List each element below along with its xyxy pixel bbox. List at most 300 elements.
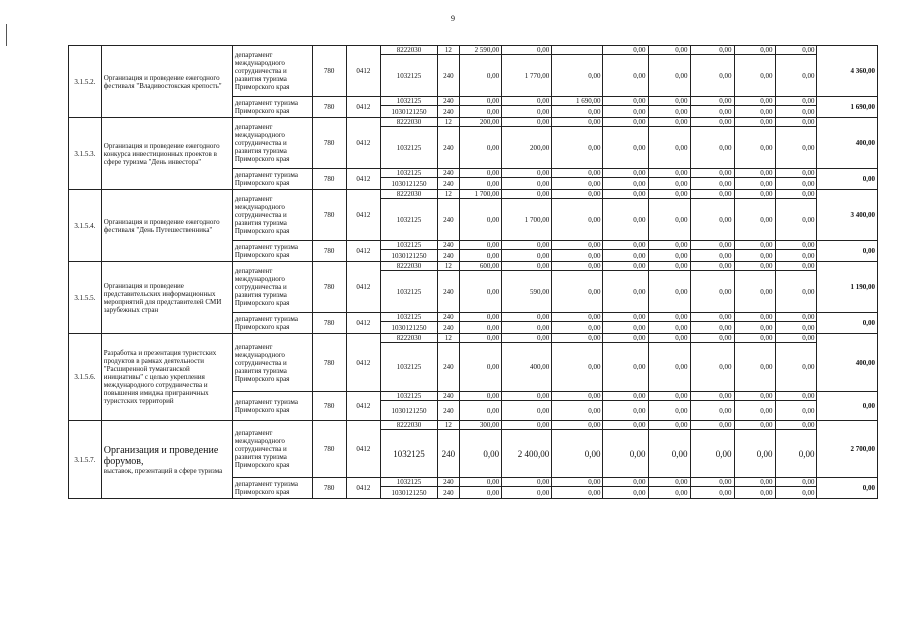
executor-cell: департамент туризма Приморского края — [232, 169, 312, 190]
value-cell: 0,00 — [734, 46, 775, 55]
value-cell: 0,00 — [552, 118, 603, 127]
vr-cell: 240 — [437, 169, 460, 178]
value-cell: 0,00 — [648, 250, 690, 262]
executor-cell: департамент международного сотрудничества и развития туризма Приморского края — [232, 190, 312, 241]
total-cell: 4 360,00 — [817, 46, 878, 97]
value-cell: 0,00 — [690, 55, 734, 97]
csr-cell: 1030121250 — [381, 401, 437, 421]
value-cell: 0,00 — [460, 392, 502, 401]
value-cell: 0,00 — [502, 322, 552, 334]
table-row — [69, 334, 878, 343]
item-name-text: выставок, презентаций в сфере туризма — [103, 466, 223, 475]
csr-cell: 8222030 — [381, 334, 437, 343]
budget-table — [68, 45, 878, 499]
value-cell: 0,00 — [552, 178, 603, 190]
rzpr-cell: 0412 — [346, 478, 381, 499]
value-cell: 0,00 — [648, 241, 690, 250]
value-cell: 0,00 — [603, 421, 648, 430]
value-cell: 0,00 — [690, 478, 734, 487]
table-row — [69, 262, 878, 271]
value-cell: 0,00 — [775, 106, 817, 118]
value-cell: 0,00 — [734, 127, 775, 169]
item-number-cell: 3.1.5.6. — [69, 334, 102, 421]
value-cell: 0,00 — [734, 343, 775, 392]
value-cell: 400,00 — [502, 343, 552, 392]
value-cell: 0,00 — [552, 313, 603, 322]
value-cell: 1 770,00 — [502, 55, 552, 97]
csr-cell: 1032125 — [381, 55, 437, 97]
value-cell: 0,00 — [603, 478, 648, 487]
value-cell: 0,00 — [648, 478, 690, 487]
value-cell: 0,00 — [460, 106, 502, 118]
value-cell: 0,00 — [690, 343, 734, 392]
value-cell: 0,00 — [603, 313, 648, 322]
value-cell: 0,00 — [775, 478, 817, 487]
csr-cell: 1032125 — [381, 97, 437, 106]
value-cell: 0,00 — [603, 392, 648, 401]
value-cell: 0,00 — [460, 343, 502, 392]
value-cell: 2 590,00 — [460, 46, 502, 55]
value-cell: 0,00 — [603, 199, 648, 241]
value-cell: 0,00 — [648, 199, 690, 241]
value-cell: 0,00 — [502, 190, 552, 199]
value-cell: 0,00 — [502, 241, 552, 250]
value-cell: 0,00 — [648, 97, 690, 106]
value-cell: 0,00 — [648, 487, 690, 499]
value-cell: 0,00 — [775, 430, 817, 478]
total-cell: 0,00 — [817, 313, 878, 334]
value-cell: 0,00 — [648, 169, 690, 178]
value-cell: 0,00 — [775, 190, 817, 199]
value-cell: 0,00 — [552, 106, 603, 118]
value-cell: 0,00 — [603, 250, 648, 262]
item-number-cell: 3.1.5.5. — [69, 262, 102, 334]
value-cell: 0,00 — [690, 421, 734, 430]
value-cell: 0,00 — [502, 250, 552, 262]
value-cell: 0,00 — [648, 322, 690, 334]
value-cell: 0,00 — [734, 487, 775, 499]
value-cell: 0,00 — [460, 478, 502, 487]
vr-cell: 240 — [437, 322, 460, 334]
value-cell: 0,00 — [502, 262, 552, 271]
rzpr-cell: 0412 — [346, 97, 381, 118]
rzpr-cell: 0412 — [346, 421, 381, 478]
value-cell: 0,00 — [603, 262, 648, 271]
value-cell: 0,00 — [552, 190, 603, 199]
value-cell: 0,00 — [734, 199, 775, 241]
value-cell: 0,00 — [460, 250, 502, 262]
value-cell: 0,00 — [552, 271, 603, 313]
rzpr-cell: 0412 — [346, 334, 381, 392]
rzpr-cell: 0412 — [346, 313, 381, 334]
item-name-cell — [101, 118, 232, 190]
csr-cell: 1030121250 — [381, 487, 437, 499]
value-cell: 0,00 — [734, 169, 775, 178]
csr-cell: 1032125 — [381, 430, 437, 478]
item-name-cell — [101, 421, 232, 499]
value-cell: 0,00 — [552, 55, 603, 97]
value-cell: 0,00 — [734, 334, 775, 343]
value-cell: 0,00 — [552, 421, 603, 430]
value-cell: 0,00 — [552, 322, 603, 334]
value-cell: 200,00 — [502, 127, 552, 169]
value-cell: 0,00 — [734, 271, 775, 313]
value-cell: 0,00 — [552, 392, 603, 401]
value-cell: 0,00 — [648, 262, 690, 271]
value-cell: 0,00 — [775, 262, 817, 271]
value-cell: 0,00 — [775, 271, 817, 313]
value-cell: 0,00 — [775, 313, 817, 322]
item-name-text: Организация и проведение представительских информационных мероприятий для представителей СМИ зарубежных стран — [103, 281, 222, 314]
grbs-cell: 780 — [312, 313, 346, 334]
grbs-cell: 780 — [312, 118, 346, 169]
total-cell: 0,00 — [817, 478, 878, 499]
value-cell: 0,00 — [603, 401, 648, 421]
grbs-cell: 780 — [312, 392, 346, 421]
rzpr-cell: 0412 — [346, 262, 381, 313]
item-number-cell: 3.1.5.7. — [69, 421, 102, 499]
value-cell: 0,00 — [648, 430, 690, 478]
value-cell: 0,00 — [775, 46, 817, 55]
value-cell: 0,00 — [502, 487, 552, 499]
value-cell: 0,00 — [775, 392, 817, 401]
value-cell: 0,00 — [775, 241, 817, 250]
value-cell: 0,00 — [690, 190, 734, 199]
total-cell: 0,00 — [817, 392, 878, 421]
csr-cell: 1030121250 — [381, 106, 437, 118]
executor-cell: департамент туризма Приморского края — [232, 97, 312, 118]
vr-cell: 240 — [437, 313, 460, 322]
grbs-cell: 780 — [312, 46, 346, 97]
value-cell: 0,00 — [734, 262, 775, 271]
value-cell: 0,00 — [603, 241, 648, 250]
executor-cell: департамент международного сотрудничества и развития туризма Приморского края — [232, 262, 312, 313]
value-cell: 0,00 — [690, 487, 734, 499]
csr-cell: 1030121250 — [381, 178, 437, 190]
value-cell: 0,00 — [690, 178, 734, 190]
total-cell: 2 700,00 — [817, 421, 878, 478]
rzpr-cell: 0412 — [346, 392, 381, 421]
vr-cell: 12 — [437, 118, 460, 127]
vr-cell: 240 — [437, 106, 460, 118]
value-cell: 0,00 — [603, 271, 648, 313]
rzpr-cell: 0412 — [346, 241, 381, 262]
value-cell: 0,00 — [502, 392, 552, 401]
value-cell: 0,00 — [603, 334, 648, 343]
total-cell: 0,00 — [817, 241, 878, 262]
rzpr-cell: 0412 — [346, 46, 381, 97]
item-name-large: Организация и проведение форумов, — [103, 444, 219, 467]
value-cell: 0,00 — [552, 250, 603, 262]
value-cell — [552, 46, 603, 55]
value-cell: 0,00 — [690, 262, 734, 271]
value-cell: 0,00 — [734, 250, 775, 262]
csr-cell: 1032125 — [381, 392, 437, 401]
vr-cell: 12 — [437, 46, 460, 55]
value-cell: 0,00 — [552, 343, 603, 392]
value-cell: 0,00 — [734, 322, 775, 334]
value-cell: 0,00 — [460, 430, 502, 478]
value-cell: 0,00 — [648, 46, 690, 55]
value-cell: 0,00 — [502, 478, 552, 487]
value-cell: 0,00 — [460, 241, 502, 250]
item-name-text: Разработка и презентация туристских продуктов в рамках деятельности "Расширенной туманганской инициативы" с целью укрепления международного сотрудничества и повышения имиджа приграничных туристских территорий — [103, 349, 217, 405]
value-cell: 0,00 — [460, 178, 502, 190]
value-cell: 0,00 — [648, 313, 690, 322]
value-cell: 0,00 — [734, 392, 775, 401]
value-cell: 0,00 — [775, 178, 817, 190]
csr-cell: 8222030 — [381, 262, 437, 271]
csr-cell: 1032125 — [381, 478, 437, 487]
value-cell: 0,00 — [690, 127, 734, 169]
value-cell: 0,00 — [775, 127, 817, 169]
grbs-cell: 780 — [312, 262, 346, 313]
vr-cell: 240 — [437, 271, 460, 313]
value-cell: 0,00 — [552, 334, 603, 343]
vr-cell: 240 — [437, 392, 460, 401]
item-name-text: Организация и проведение ежегодного фестиваля "День Путешественника" — [103, 217, 220, 234]
executor-cell: департамент международного сотрудничества и развития туризма Приморского края — [232, 421, 312, 478]
value-cell: 0,00 — [690, 322, 734, 334]
item-name-cell — [101, 262, 232, 334]
csr-cell: 1030121250 — [381, 250, 437, 262]
executor-cell: департамент международного сотрудничества и развития туризма Приморского края — [232, 118, 312, 169]
value-cell: 1 700,00 — [460, 190, 502, 199]
item-number-cell: 3.1.5.3. — [69, 118, 102, 190]
item-name-cell — [101, 190, 232, 262]
table-row — [69, 118, 878, 127]
csr-cell: 1032125 — [381, 343, 437, 392]
value-cell: 0,00 — [460, 127, 502, 169]
value-cell: 0,00 — [502, 334, 552, 343]
vr-cell: 240 — [437, 430, 460, 478]
value-cell: 0,00 — [552, 127, 603, 169]
vr-cell: 240 — [437, 178, 460, 190]
value-cell: 0,00 — [460, 487, 502, 499]
value-cell: 0,00 — [690, 401, 734, 421]
vr-cell: 240 — [437, 487, 460, 499]
csr-cell: 1032125 — [381, 169, 437, 178]
vr-cell: 240 — [437, 127, 460, 169]
value-cell: 0,00 — [460, 322, 502, 334]
vr-cell: 12 — [437, 334, 460, 343]
vr-cell: 240 — [437, 343, 460, 392]
value-cell: 0,00 — [734, 106, 775, 118]
value-cell: 0,00 — [648, 178, 690, 190]
value-cell: 0,00 — [734, 118, 775, 127]
value-cell: 0,00 — [552, 199, 603, 241]
value-cell: 0,00 — [775, 199, 817, 241]
value-cell: 0,00 — [690, 271, 734, 313]
value-cell: 0,00 — [502, 169, 552, 178]
grbs-cell: 780 — [312, 334, 346, 392]
value-cell: 0,00 — [648, 106, 690, 118]
csr-cell: 8222030 — [381, 421, 437, 430]
vr-cell: 240 — [437, 250, 460, 262]
value-cell: 0,00 — [734, 190, 775, 199]
value-cell: 0,00 — [775, 334, 817, 343]
vr-cell: 240 — [437, 199, 460, 241]
total-cell: 1 190,00 — [817, 262, 878, 313]
value-cell: 0,00 — [552, 262, 603, 271]
vr-cell: 12 — [437, 190, 460, 199]
value-cell: 0,00 — [775, 343, 817, 392]
csr-cell: 8222030 — [381, 118, 437, 127]
value-cell: 0,00 — [648, 271, 690, 313]
value-cell: 0,00 — [502, 313, 552, 322]
value-cell: 0,00 — [603, 46, 648, 55]
value-cell: 0,00 — [460, 55, 502, 97]
value-cell: 0,00 — [734, 430, 775, 478]
csr-cell: 1032125 — [381, 127, 437, 169]
total-cell: 1 690,00 — [817, 97, 878, 118]
value-cell: 0,00 — [690, 106, 734, 118]
value-cell: 0,00 — [603, 487, 648, 499]
rzpr-cell: 0412 — [346, 190, 381, 241]
grbs-cell: 780 — [312, 478, 346, 499]
value-cell: 0,00 — [502, 178, 552, 190]
value-cell: 0,00 — [690, 313, 734, 322]
value-cell: 0,00 — [502, 118, 552, 127]
value-cell: 0,00 — [603, 169, 648, 178]
value-cell: 0,00 — [734, 97, 775, 106]
value-cell: 0,00 — [690, 250, 734, 262]
executor-cell: департамент туризма Приморского края — [232, 392, 312, 421]
value-cell: 0,00 — [690, 199, 734, 241]
value-cell: 0,00 — [603, 322, 648, 334]
value-cell: 0,00 — [603, 178, 648, 190]
value-cell: 0,00 — [603, 127, 648, 169]
value-cell: 0,00 — [775, 169, 817, 178]
total-cell: 0,00 — [817, 169, 878, 190]
csr-cell: 1032125 — [381, 241, 437, 250]
value-cell: 0,00 — [734, 401, 775, 421]
csr-cell: 8222030 — [381, 190, 437, 199]
item-name-cell — [101, 46, 232, 118]
grbs-cell: 780 — [312, 241, 346, 262]
value-cell: 0,00 — [460, 271, 502, 313]
executor-cell: департамент туризма Приморского края — [232, 478, 312, 499]
table-row — [69, 46, 878, 55]
value-cell: 0,00 — [690, 118, 734, 127]
value-cell: 0,00 — [603, 55, 648, 97]
grbs-cell: 780 — [312, 169, 346, 190]
value-cell: 0,00 — [734, 421, 775, 430]
value-cell: 0,00 — [775, 55, 817, 97]
executor-cell: департамент международного сотрудничества и развития туризма Приморского края — [232, 46, 312, 97]
value-cell: 0,00 — [648, 334, 690, 343]
executor-cell: департамент международного сотрудничества и развития туризма Приморского края — [232, 334, 312, 392]
vr-cell: 240 — [437, 401, 460, 421]
value-cell: 1 690,00 — [552, 97, 603, 106]
total-cell: 400,00 — [817, 118, 878, 169]
value-cell: 0,00 — [690, 334, 734, 343]
value-cell: 0,00 — [460, 97, 502, 106]
vr-cell: 240 — [437, 478, 460, 487]
vr-cell: 240 — [437, 97, 460, 106]
value-cell: 0,00 — [775, 401, 817, 421]
value-cell: 0,00 — [775, 250, 817, 262]
value-cell: 0,00 — [603, 97, 648, 106]
value-cell: 0,00 — [552, 401, 603, 421]
total-cell: 400,00 — [817, 334, 878, 392]
value-cell: 0,00 — [552, 430, 603, 478]
value-cell: 0,00 — [690, 169, 734, 178]
csr-cell: 8222030 — [381, 46, 437, 55]
item-number-cell: 3.1.5.4. — [69, 190, 102, 262]
rzpr-cell: 0412 — [346, 169, 381, 190]
value-cell: 0,00 — [648, 127, 690, 169]
value-cell: 0,00 — [603, 106, 648, 118]
item-name-text: Организация и проведение ежегодного фестиваля "Владивостокская крепость" — [103, 73, 222, 90]
value-cell: 0,00 — [775, 97, 817, 106]
vr-cell: 240 — [437, 55, 460, 97]
value-cell: 0,00 — [734, 478, 775, 487]
table-row — [69, 190, 878, 199]
value-cell: 0,00 — [775, 421, 817, 430]
value-cell: 0,00 — [502, 401, 552, 421]
executor-cell: департамент туризма Приморского края — [232, 313, 312, 334]
grbs-cell: 780 — [312, 97, 346, 118]
value-cell: 2 400,00 — [502, 430, 552, 478]
value-cell: 0,00 — [734, 313, 775, 322]
value-cell: 0,00 — [552, 241, 603, 250]
table-row — [69, 421, 878, 430]
value-cell: 1 700,00 — [502, 199, 552, 241]
value-cell: 0,00 — [690, 97, 734, 106]
value-cell: 0,00 — [460, 334, 502, 343]
vr-cell: 240 — [437, 241, 460, 250]
value-cell: 0,00 — [502, 421, 552, 430]
csr-cell: 1030121250 — [381, 322, 437, 334]
item-name-cell — [101, 334, 232, 421]
value-cell: 0,00 — [552, 169, 603, 178]
value-cell: 0,00 — [734, 55, 775, 97]
value-cell: 600,00 — [460, 262, 502, 271]
value-cell: 0,00 — [775, 118, 817, 127]
value-cell: 0,00 — [648, 392, 690, 401]
csr-cell: 1032125 — [381, 313, 437, 322]
value-cell: 0,00 — [648, 421, 690, 430]
value-cell: 590,00 — [502, 271, 552, 313]
page-number: 9 — [451, 14, 455, 23]
value-cell: 0,00 — [648, 55, 690, 97]
value-cell: 0,00 — [775, 487, 817, 499]
value-cell: 0,00 — [690, 430, 734, 478]
grbs-cell: 780 — [312, 421, 346, 478]
value-cell: 0,00 — [502, 106, 552, 118]
value-cell: 0,00 — [460, 169, 502, 178]
value-cell: 0,00 — [603, 118, 648, 127]
value-cell: 0,00 — [775, 322, 817, 334]
value-cell: 0,00 — [603, 430, 648, 478]
value-cell: 0,00 — [648, 401, 690, 421]
value-cell: 0,00 — [552, 478, 603, 487]
value-cell: 0,00 — [460, 199, 502, 241]
item-name-text: Организация и проведение ежегодного конкурса инвестиционных проектов в сфере туризма "День инвестора" — [103, 141, 220, 166]
value-cell: 300,00 — [460, 421, 502, 430]
value-cell: 200,00 — [460, 118, 502, 127]
csr-cell: 1032125 — [381, 199, 437, 241]
value-cell: 0,00 — [734, 241, 775, 250]
item-number-cell: 3.1.5.2. — [69, 46, 102, 118]
value-cell: 0,00 — [690, 46, 734, 55]
value-cell: 0,00 — [734, 178, 775, 190]
rzpr-cell: 0412 — [346, 118, 381, 169]
total-cell: 3 400,00 — [817, 190, 878, 241]
value-cell: 0,00 — [603, 343, 648, 392]
vr-cell: 12 — [437, 262, 460, 271]
